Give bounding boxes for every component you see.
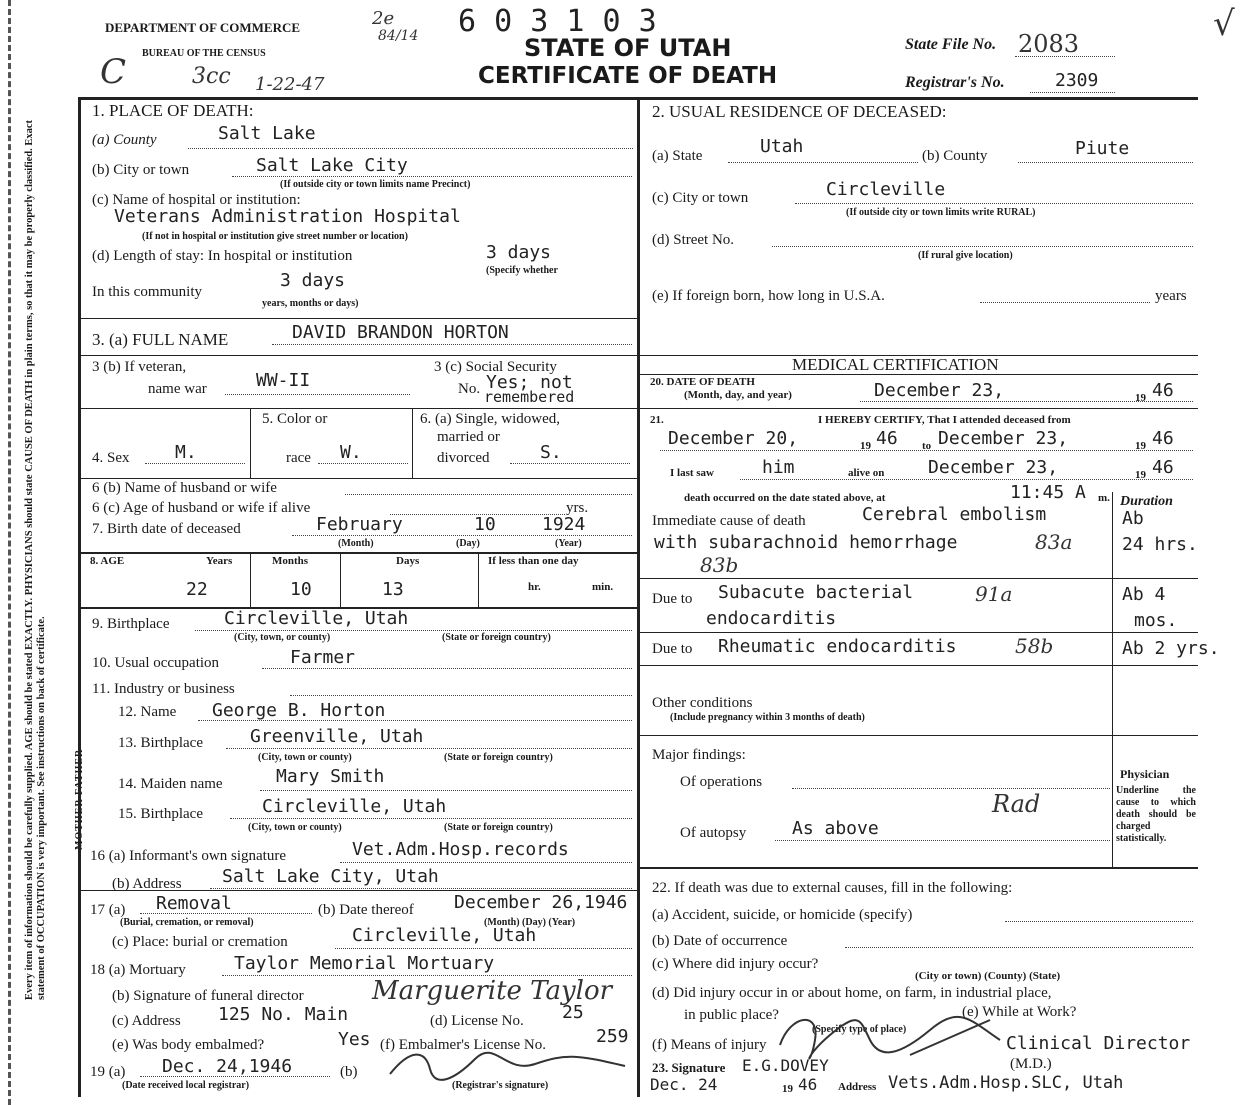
operations-line — [792, 788, 1110, 789]
physician-name: E.G.DOVEY — [742, 1056, 829, 1075]
death-county: Salt Lake — [218, 123, 316, 144]
burial-date-label: (b) Date thereof — [318, 902, 414, 918]
external-d-note: (Specify type of place) — [812, 1024, 907, 1035]
registrar-label: Registrar's No. — [905, 74, 1005, 91]
handwritten-84: 84/14 — [378, 28, 419, 44]
received-line — [140, 1076, 330, 1077]
birth-year: 1924 — [542, 514, 586, 535]
informant-line — [340, 862, 632, 863]
director-label: (b) Signature of funeral director — [112, 988, 304, 1004]
name-line — [272, 344, 632, 345]
hospital-label: (c) Name of hospital or institution: — [92, 192, 301, 208]
cause-code-1: 83a — [1035, 530, 1073, 554]
mother-bp-line — [230, 818, 632, 819]
mortuary-name: Taylor Memorial Mortuary — [234, 953, 495, 974]
due-to-1: Subacute bacterial — [718, 582, 914, 603]
bureau-title: BUREAU OF THE CENSUS — [142, 48, 266, 59]
birthplace-label: 9. Birthplace — [92, 616, 170, 632]
external-heading: 22. If death was due to external causes, fill in the following: — [652, 880, 1013, 896]
birthplace-note2: (State or foreign country) — [442, 632, 551, 643]
marital-line — [510, 463, 630, 464]
veteran-war: WW-II — [256, 370, 311, 391]
due-to-2: Rheumatic endocarditis — [718, 636, 957, 657]
time-suffix: m. — [1098, 492, 1110, 504]
medical-heading: MEDICAL CERTIFICATION — [792, 355, 999, 374]
city-label: (b) City or town — [92, 162, 190, 178]
duration-1b: 24 hrs. — [1122, 534, 1198, 555]
community-value: 3 days — [280, 270, 346, 291]
day-note: (Day) — [456, 538, 480, 549]
certificate-number: 6 0 3 1 0 3 — [458, 4, 657, 39]
father-bp-label: 13. Birthplace — [118, 735, 203, 751]
father-name-label: 12. Name — [118, 704, 177, 720]
last-saw-him: him — [762, 457, 795, 478]
operations-label: Of operations — [680, 774, 763, 790]
sex-value: M. — [175, 442, 197, 463]
single-label3: divorced — [437, 450, 490, 466]
physician-signature — [760, 1000, 1010, 1070]
birthdate-row-bottom — [78, 552, 637, 554]
dod-line — [860, 401, 1193, 402]
external-loc-note: (City or town) (County) (State) — [915, 970, 1061, 982]
instruction-note: Every item of information should be carefully supplied. AGE should be stated EXACTLY. PHYSICIANS should state CAUSE OF DEATH in plain terms, so that it may be properly classified. Exact statement of OCCUPATION is very important. See instructions on back of certificate. — [24, 119, 47, 1000]
birth-day: 10 — [474, 514, 496, 535]
external-e: (e) While at Work? — [962, 1004, 1077, 1020]
dod-row-bottom — [637, 408, 1198, 409]
physician-initials: Rad — [992, 790, 1041, 818]
handwritten-2e: 2e — [372, 8, 395, 29]
duration-label: Duration — [1120, 494, 1173, 509]
birth-month: February — [316, 514, 403, 535]
residence-heading: 2. USUAL RESIDENCE OF DECEASED: — [652, 102, 947, 121]
to-year-prefix: 19 — [1135, 440, 1146, 452]
informant-signature: Vet.Adm.Hosp.records — [352, 839, 569, 860]
external-b: (b) Date of occurrence — [652, 933, 788, 949]
res-state-line — [728, 162, 918, 163]
ss-value: Yes; not — [486, 372, 573, 393]
duration-col — [1112, 492, 1113, 867]
external-top — [637, 867, 1198, 869]
row1-bottom-left — [78, 318, 637, 319]
director-signature: Marguerite Taylor — [372, 976, 613, 1006]
burial-date: December 26,1946 — [454, 892, 628, 913]
cert-number: 21. — [650, 414, 664, 426]
county-line — [188, 148, 633, 149]
res-city-note: (If outside city or town limits write RURAL) — [846, 207, 1036, 218]
registrar-number: 2309 — [1055, 70, 1099, 91]
single-label: 6. (a) Single, widowed, — [420, 411, 560, 427]
birthplace: Circleville, Utah — [224, 608, 409, 629]
mother-bp-note1: (City, town or county) — [248, 822, 342, 833]
street-note: (If rural give location) — [918, 250, 1013, 261]
hr-label: hr. — [528, 581, 541, 593]
hospital-note: (If not in hospital or institution give street number or location) — [142, 231, 408, 242]
other-label: Other conditions — [652, 695, 753, 711]
father-name-line — [198, 720, 632, 721]
burial-place: Circleville, Utah — [352, 925, 537, 946]
industry-label: 11. Industry or business — [92, 681, 235, 697]
months-label: Months — [272, 555, 309, 567]
county-label: (a) County — [92, 132, 157, 148]
vet-row-bottom — [78, 408, 637, 409]
state-file-number: 2083 — [1018, 30, 1080, 58]
res-city: Circleville — [826, 179, 946, 200]
street-line — [772, 246, 1193, 247]
stay-note: (Specify whether — [486, 265, 558, 276]
registrar-b: (b) — [340, 1064, 358, 1080]
handwritten-c: C — [100, 52, 127, 92]
age-div-2 — [340, 552, 341, 607]
sex-label: 4. Sex — [92, 450, 130, 466]
burial-date-note: (Month) (Day) (Year) — [484, 917, 576, 928]
spouse-line — [345, 494, 632, 495]
color-label2: race — [286, 450, 311, 466]
mother-bp-label: 15. Birthplace — [118, 806, 203, 822]
death-city: Salt Lake City — [256, 155, 408, 176]
state-file-line — [1015, 56, 1115, 57]
duration-1a: Ab — [1122, 508, 1144, 529]
mother-bp-note2: (State or foreign country) — [444, 822, 553, 833]
burial-note: (Burial, cremation, or removal) — [120, 917, 254, 928]
res-county: Piute — [1075, 138, 1130, 159]
handwritten-check: √ — [1213, 4, 1235, 44]
md-label: (M.D.) — [1010, 1056, 1052, 1072]
external-d: (d) Did injury occur in or about home, on farm, in industrial place, — [652, 985, 1052, 1001]
community-note: years, months or days) — [262, 298, 359, 309]
father-birthplace: Greenville, Utah — [250, 726, 424, 747]
age-label: 8. AGE — [90, 555, 125, 567]
stay-value: 3 days — [486, 242, 552, 263]
from-year-prefix: 19 — [860, 440, 871, 452]
occurred-label: death occurred on the date stated above, at — [684, 492, 886, 504]
color-label: 5. Color or — [262, 411, 328, 427]
age-div-1 — [250, 552, 251, 607]
certificate-title: CERTIFICATE OF DEATH — [478, 63, 778, 89]
veteran-label: 3 (b) If veteran, — [92, 359, 187, 375]
received-label: 19 (a) — [90, 1064, 126, 1080]
city-note: (If outside city or town limits name Precinct) — [280, 179, 471, 190]
date-of-death: December 23, — [874, 380, 1005, 401]
informant-addr-label: (b) Address — [112, 876, 182, 892]
mother-name: Mary Smith — [276, 766, 385, 787]
marital-value: S. — [540, 442, 562, 463]
frame-left — [78, 97, 81, 1097]
to-label: to — [922, 440, 932, 452]
veteran-line — [225, 394, 410, 395]
spouse-label: 6 (b) Name of husband or wife — [92, 480, 277, 496]
res-county-line — [1018, 162, 1193, 163]
cause-row-3 — [637, 665, 1198, 666]
spouse-age-label: 6 (c) Age of husband or wife if alive — [92, 500, 311, 516]
registrar-line — [1030, 92, 1115, 93]
received-note: (Date received local registrar) — [122, 1080, 250, 1091]
mortuary-address: 125 No. Main — [218, 1004, 349, 1025]
res-state: Utah — [760, 136, 804, 157]
father-bp-note1: (City, town or county) — [258, 752, 352, 763]
age-years: 22 — [186, 579, 208, 600]
alive-on-label: alive on — [848, 467, 885, 479]
birthplace-line — [195, 630, 632, 631]
mother-birthplace: Circleville, Utah — [262, 796, 447, 817]
age-months: 10 — [290, 579, 312, 600]
dept-title: DEPARTMENT OF COMMERCE — [105, 20, 301, 35]
physician-heading: Physician — [1120, 767, 1170, 781]
license-label: (d) License No. — [430, 1013, 524, 1029]
physician-address-label: Address — [838, 1081, 877, 1093]
cause-code-2: 83b — [700, 553, 739, 577]
birthplace-note1: (City, town, or county) — [234, 632, 331, 643]
ss-value2: remembered — [484, 388, 575, 406]
signature-label: 23. Signature — [652, 1060, 726, 1075]
single-label2: married or — [437, 429, 500, 445]
hospital-name: Veterans Administration Hospital — [114, 206, 461, 227]
physician-address: Vets.Adm.Hosp.SLC, Utah — [888, 1073, 1124, 1093]
physician-title: Clinical Director — [1006, 1033, 1191, 1054]
birthdate-line — [292, 535, 632, 536]
signed-date: Dec. 24 — [650, 1075, 718, 1094]
cause-code-3: 91a — [975, 582, 1013, 606]
less-day-label: If less than one day — [488, 555, 579, 567]
occupation: Farmer — [290, 647, 356, 668]
last-saw-label: I last saw — [670, 467, 715, 479]
other-note: (Include pregnancy within 3 months of death) — [670, 712, 865, 723]
street-label: (d) Street No. — [652, 232, 735, 248]
autopsy-line — [775, 840, 1110, 841]
duration-2b: mos. — [1134, 610, 1178, 631]
external-b-line — [845, 947, 1193, 948]
full-name: DAVID BRANDON HORTON — [292, 322, 509, 343]
res-county-label: (b) County — [922, 148, 988, 164]
informant-address: Salt Lake City, Utah — [222, 866, 439, 887]
color-single-divider — [412, 408, 413, 478]
attended-to: December 23, — [938, 428, 1069, 449]
attended-line — [660, 450, 1193, 451]
due-to-1b: endocarditis — [706, 608, 837, 629]
physician-note: Underline the cause to which death should be charged statistically. — [1116, 785, 1196, 844]
age-div-3 — [478, 552, 479, 607]
father-bp-line — [226, 748, 632, 749]
immediate-cause: Cerebral embolism — [862, 504, 1047, 525]
license-number: 25 — [562, 1002, 584, 1023]
burial-place-label: (c) Place: burial or cremation — [112, 934, 288, 950]
frame-middle — [637, 97, 640, 1097]
cause-code-4: 58b — [1015, 634, 1054, 658]
left-edge-line — [8, 0, 11, 1105]
external-d2: in public place? — [684, 1007, 779, 1023]
time-of-death: 11:45 A — [1010, 482, 1086, 503]
color-line — [318, 463, 408, 464]
registrar-sig-note: (Registrar's signature) — [452, 1080, 549, 1091]
mother-name-line — [260, 790, 632, 791]
father-name: George B. Horton — [212, 700, 386, 721]
informant-addr-line — [210, 888, 632, 889]
dod-label: 20. DATE OF DEATH — [650, 376, 755, 388]
mortuary-addr-label: (c) Address — [112, 1013, 181, 1029]
father-bp-note2: (State or foreign country) — [444, 752, 553, 763]
embalmer-license: 259 — [596, 1026, 629, 1047]
month-note: (Month) — [338, 538, 374, 549]
external-c: (c) Where did injury occur? — [652, 956, 819, 972]
attended-from: December 20, — [668, 428, 799, 449]
received-date: Dec. 24,1946 — [162, 1056, 293, 1077]
external-a: (a) Accident, suicide, or homicide (specify) — [652, 907, 913, 923]
signed-year: 46 — [798, 1075, 818, 1094]
autopsy-value: As above — [792, 818, 879, 839]
foreign-label: (e) If foreign born, how long in U.S.A. — [652, 288, 885, 304]
cause-row-4 — [637, 735, 1198, 736]
due1-label: Due to — [652, 591, 693, 607]
place-heading: 1. PLACE OF DEATH: — [92, 101, 254, 120]
immediate-cause-2: with subarachnoid hemorrhage — [654, 532, 958, 553]
cause-row-1 — [637, 578, 1198, 579]
veteran-label2: name war — [148, 381, 207, 397]
foreign-line — [980, 302, 1150, 303]
embalmed-value: Yes — [338, 1029, 371, 1050]
burial-line — [140, 913, 312, 914]
external-f: (f) Means of injury — [652, 1037, 767, 1053]
burial-type: Removal — [156, 893, 232, 914]
dod-year: 46 — [1152, 380, 1174, 401]
immediate-label: Immediate cause of death — [652, 513, 806, 529]
external-a-line — [1005, 921, 1193, 922]
state-title: STATE OF UTAH — [524, 34, 732, 62]
state-file-label: State File No. — [905, 36, 997, 53]
spouse-age-unit: yrs. — [566, 500, 589, 516]
occupation-label: 10. Usual occupation — [92, 655, 220, 671]
occupation-line — [262, 668, 632, 669]
burial-label: 17 (a) — [90, 902, 126, 918]
dod-year-prefix: 19 — [1135, 392, 1146, 404]
autopsy-label: Of autopsy — [680, 825, 747, 841]
sex-row-bottom — [78, 478, 637, 479]
last-saw-date: December 23, — [928, 457, 1059, 478]
mortuary-label: 18 (a) Mortuary — [90, 962, 186, 978]
color-value: W. — [340, 442, 362, 463]
age-days: 13 — [382, 579, 404, 600]
mother-name-label: 14. Maiden name — [118, 776, 223, 792]
informant-label: 16 (a) Informant's own signature — [90, 848, 286, 864]
year-note: (Year) — [555, 538, 582, 549]
to-year: 46 — [1152, 428, 1174, 449]
name-row-bottom — [78, 355, 1198, 356]
sex-line — [145, 463, 245, 464]
community-label: In this community — [92, 284, 202, 300]
last-year: 46 — [1152, 457, 1174, 478]
signed-year-prefix: 19 — [782, 1083, 793, 1095]
cert-text: I HEREBY CERTIFY, That I attended deceased from — [818, 414, 1071, 426]
embalmed-label: (e) Was body embalmed? — [112, 1037, 265, 1053]
sex-color-divider — [250, 408, 251, 478]
major-label: Major findings: — [652, 747, 746, 763]
duration-3: Ab 2 yrs. — [1122, 638, 1220, 659]
registrar-signature — [385, 1044, 635, 1084]
duration-2a: Ab 4 — [1122, 584, 1166, 605]
res-city-line — [795, 203, 1193, 204]
industry-line — [290, 695, 632, 696]
cause-row-2 — [637, 632, 1198, 633]
last-year-prefix: 19 — [1135, 469, 1146, 481]
res-city-label: (c) City or town — [652, 190, 749, 206]
birthdate-label: 7. Birth date of deceased — [92, 521, 241, 537]
city-line — [232, 176, 632, 177]
handwritten-date: 1-22-47 — [255, 74, 325, 95]
min-label: min. — [592, 581, 614, 593]
stay-label: (d) Length of stay: In hospital or institution — [92, 248, 353, 264]
foreign-unit: years — [1155, 288, 1187, 304]
parent-section-label: MOTHER FATHER — [74, 748, 85, 850]
due2-label: Due to — [652, 641, 693, 657]
days-label: Days — [396, 555, 420, 567]
ss-label: 3 (c) Social Security — [434, 359, 557, 375]
embalmer-license-label: (f) Embalmer's License No. — [380, 1037, 546, 1053]
res-state-label: (a) State — [652, 148, 703, 164]
last-saw-line — [740, 479, 1193, 480]
from-year: 46 — [876, 428, 898, 449]
dod-label2: (Month, day, and year) — [684, 389, 792, 401]
burial-place-line — [335, 948, 632, 949]
name-label: 3. (a) FULL NAME — [92, 330, 229, 349]
ss-label2: No. — [458, 381, 481, 397]
years-label: Years — [206, 555, 233, 567]
handwritten-3cc: 3cc — [192, 64, 231, 89]
